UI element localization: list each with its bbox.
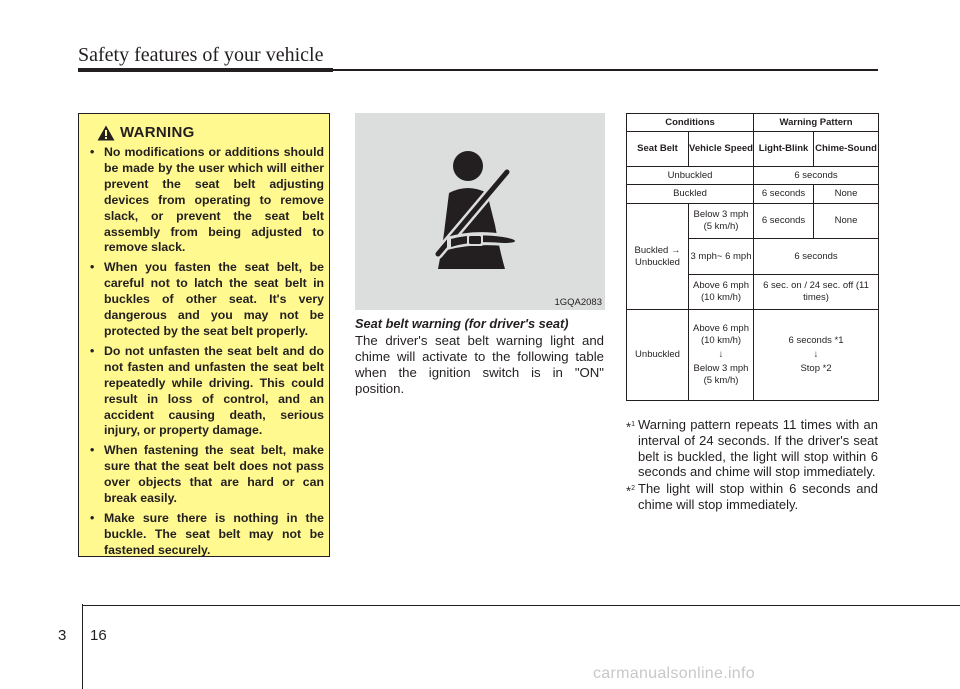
table-subhead-light-blink: Light-Blink [754, 132, 814, 167]
pattern-6-seconds: 6 seconds *1 [788, 335, 844, 346]
warning-box [78, 113, 330, 557]
table-cell: Buckled [627, 185, 754, 204]
table-row [627, 114, 879, 132]
table-row [627, 310, 879, 401]
footnote-marker: *$^1$ [626, 419, 635, 435]
table-subhead-seat-belt: Seat Belt [627, 132, 689, 167]
image-code: 1GQA2083 [554, 297, 602, 308]
warning-item: • No modifications or additions should be made by the user which will either prevent the seat belt adjusting devices from operating to remove slack, or prevent the seat belt assembly from being adjusted to remove slack. [90, 145, 324, 256]
footnotes [626, 417, 878, 514]
table-cell: 6 sec. on / 24 sec. off (11 times) [754, 275, 879, 310]
table-subhead-vehicle-speed: Vehicle Speed [689, 132, 754, 167]
watermark: carmanualsonline.info [593, 665, 755, 682]
footnote-2 [626, 481, 878, 513]
header-rule [333, 69, 878, 71]
footnote-text: The light will stop within 6 seconds and chime will stop immediately. [638, 481, 878, 512]
warning-title: WARNING [120, 124, 195, 141]
table-subhead-chime-sound: Chime-Sound [814, 132, 879, 167]
header-bar [78, 68, 333, 72]
table-cell: 3 mph~ 6 mph [689, 239, 754, 275]
section-caption: Seat belt warning (for driver's seat) [355, 316, 569, 331]
speed-above-6mph: Above 6 mph (10 km/h) [693, 323, 749, 346]
table-head-conditions: Conditions [627, 114, 754, 132]
table-head-warning-pattern: Warning Pattern [754, 114, 879, 132]
seat-belt-warning-icon [355, 113, 605, 310]
table-cell: None [814, 185, 879, 204]
table-cell: Above 6 mph (10 km/h) [689, 275, 754, 310]
table-cell: 6 seconds [754, 239, 879, 275]
warning-item: • Make sure there is nothing in the buckle. The seat belt may not be fastened securely. [90, 511, 324, 559]
arrow-down-icon: ↓ [718, 349, 724, 360]
table-cell: 6 seconds [754, 204, 814, 239]
table-cell [754, 310, 879, 401]
footer-divider-horizontal [82, 605, 960, 606]
table-cell: 6 seconds [754, 167, 879, 185]
page-header-title: Safety features of your vehicle [78, 44, 324, 66]
speed-below-3mph: Below 3 mph (5 km/h) [693, 363, 749, 386]
warning-item: • Do not unfasten the seat belt and do not fasten and unfasten the seat belt repeatedly while driving. This could result in loss of control, and an accident causing death, serious injury, or property damage. [90, 344, 324, 439]
table-cell: 6 seconds [754, 185, 814, 204]
table-cell: Buckled → Unbuckled [627, 204, 689, 310]
seat-belt-illustration [355, 113, 605, 310]
table-row [627, 185, 879, 204]
chapter-number: 3 [58, 627, 67, 644]
warning-item: • When you fasten the seat belt, be careful not to latch the seat belt in buckles of other seat. It's very dangerous and you may not be protected by the seat belt properly. [90, 260, 324, 340]
warning-list [90, 145, 324, 563]
warning-triangle-icon [97, 125, 115, 141]
footnote-text: Warning pattern repeats 11 times with an interval of 24 seconds. If the driver's seat belt is buckled, the light will stop within 6 seconds and chime will stop immediately. [638, 417, 878, 480]
table-cell: Unbuckled [627, 167, 754, 185]
warning-pattern-table [626, 113, 879, 401]
table-cell: Below 3 mph (5 km/h) [689, 204, 754, 239]
footer-divider-vertical [82, 604, 83, 689]
table-row [627, 204, 879, 239]
footnote-marker: *$^2$ [626, 483, 635, 499]
table-cell [689, 310, 754, 401]
warning-header [97, 124, 195, 141]
table-cell: Unbuckled [627, 310, 689, 401]
table-row [627, 132, 879, 167]
table-row [627, 167, 879, 185]
pattern-stop: Stop *2 [800, 363, 832, 374]
section-body: The driver's seat belt warning light and chime will activate to the following table when the ignition switch is in "ON" position. [355, 333, 604, 396]
footnote-1 [626, 417, 878, 480]
arrow-down-icon: ↓ [813, 349, 819, 360]
table-cell: None [814, 204, 879, 239]
page-number: 16 [90, 627, 107, 644]
warning-item: • When fastening the seat belt, make sure that the seat belt does not pass over objects that are hard or can break easily. [90, 443, 324, 507]
